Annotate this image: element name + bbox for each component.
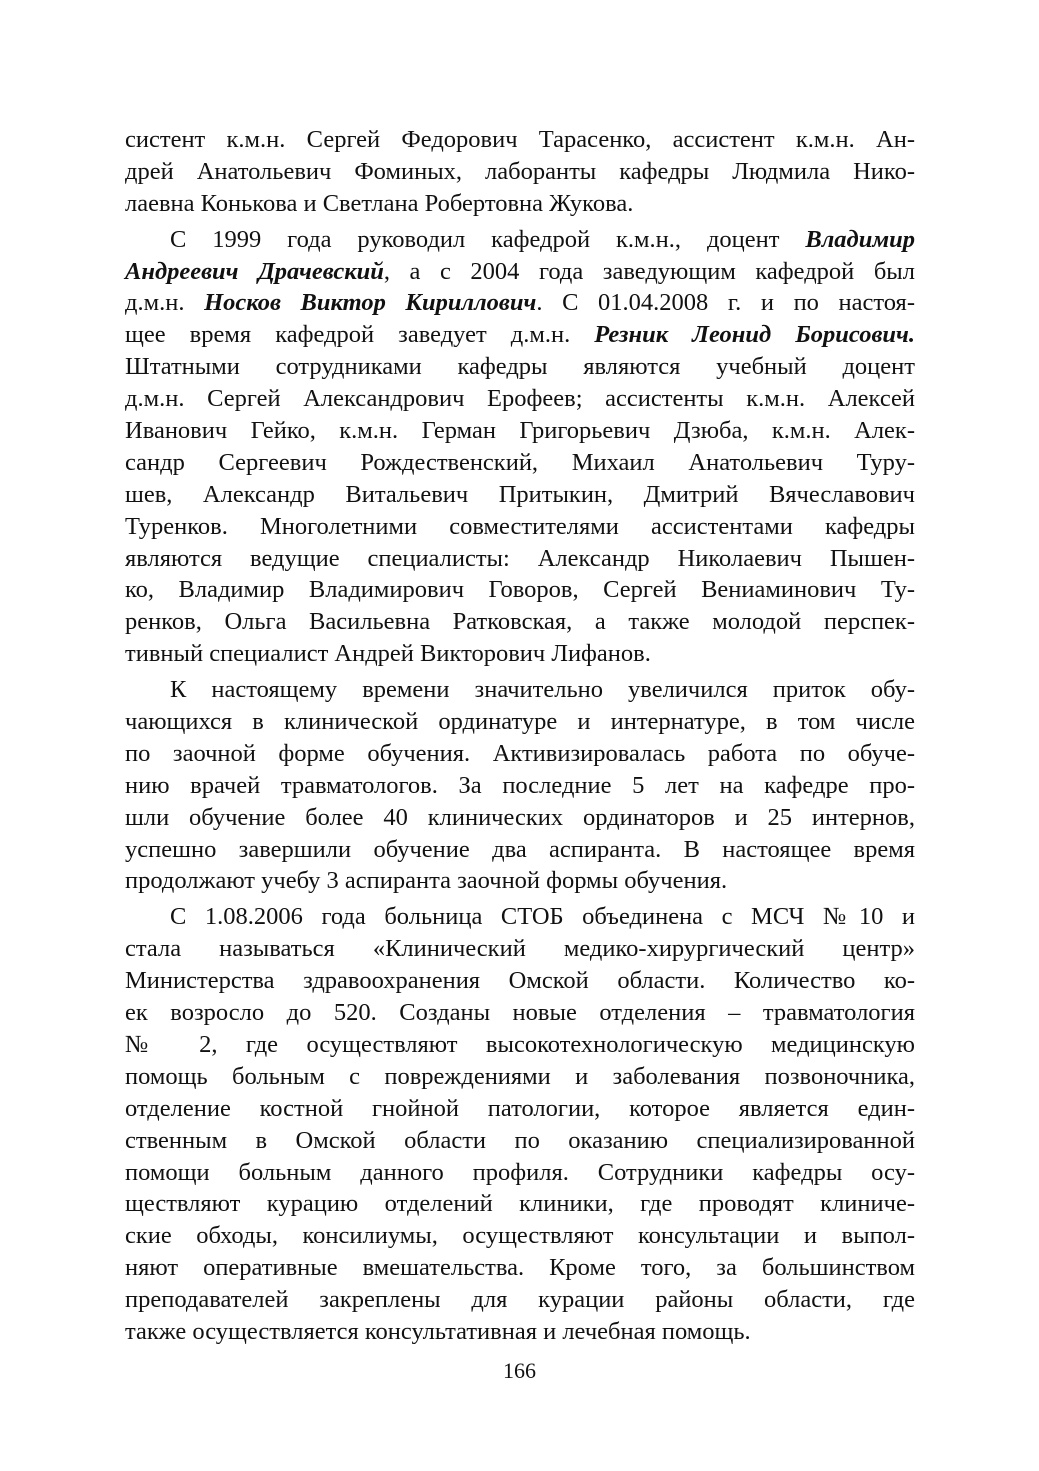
text-line: [125, 706, 915, 738]
text-line: [125, 511, 915, 543]
text-run: Иванович Гейко, к.м.н. Герман Григорьевич Дзюба, к.м.н. Алек-: [125, 417, 915, 445]
text-run: Штатными сотрудниками кафедры являются учебный доцент: [125, 353, 915, 381]
text-line: [125, 188, 915, 220]
text-run: . С 01.04.2008 г. и по настоя-: [536, 289, 915, 317]
paragraph: [125, 124, 915, 220]
page-body: [125, 124, 915, 1352]
text-line: [125, 1125, 915, 1157]
text-line: [125, 156, 915, 188]
text-line: [125, 1061, 915, 1093]
text-line: [125, 124, 915, 156]
text-line: [125, 319, 915, 351]
text-run: систент к.м.н. Сергей Федорович Тарасенко, ассистент к.м.н. Ан-: [125, 126, 915, 153]
text-run: д.м.н. Сергей Александрович Ерофеев; ассистенты к.м.н. Алексей: [125, 385, 915, 413]
text-line: [125, 543, 915, 575]
text-line: [125, 383, 915, 415]
text-run: ко, Владимир Владимирович Говоров, Сергей Вениаминович Ту-: [125, 576, 915, 604]
text-line: [125, 1029, 915, 1061]
text-run: преподавателей закреплены для курации районы области, где: [125, 1286, 915, 1314]
text-run: продолжают учебу 3 аспиранта заочной формы обучения.: [125, 867, 728, 895]
text-run: Министерства здравоохранения Омской области. Количество ко-: [125, 967, 915, 995]
paragraph: [125, 674, 915, 897]
text-run: шев, Александр Витальевич Притыкин, Дмитрий Вячеславович: [125, 480, 915, 508]
text-run: тивный специалист Андрей Викторович Лифанов.: [125, 640, 651, 668]
text-line: [125, 479, 915, 511]
text-line: [125, 415, 915, 447]
text-run: К настоящему времени значительно увеличился приток обу-: [170, 676, 915, 704]
text-line: [125, 1316, 915, 1348]
text-run: стала называться «Клинический медико-хирургический центр»: [125, 935, 915, 963]
text-line: [125, 834, 915, 866]
text-run: сандр Сергеевич Рождественский, Михаил Анатольевич Туру-: [125, 448, 915, 476]
text-run: отделение костной гнойной патологии, которое является един-: [125, 1094, 915, 1122]
text-line: [125, 1284, 915, 1316]
text-run: успешно завершили обучение два аспиранта. В настоящее время: [125, 835, 915, 863]
text-run: ществляют курацию отделений клиники, где проводят клиниче-: [125, 1190, 915, 1218]
text-run: С 1999 года руководил кафедрой к.м.н., доцент: [170, 225, 806, 253]
text-line: [125, 447, 915, 479]
text-line: [125, 965, 915, 997]
emphasized-name: Андреевич Драчевский: [125, 257, 384, 285]
text-line: [125, 802, 915, 834]
text-line: [125, 738, 915, 770]
text-line: [125, 256, 915, 288]
text-run: дрей Анатольевич Фоминых, лаборанты кафедры Людмила Нико-: [125, 157, 915, 185]
text-line: [125, 638, 915, 670]
text-run: ек возросло до 520. Созданы новые отделения – травматология: [125, 999, 915, 1027]
text-run: щее время кафедрой заведует д.м.н.: [125, 321, 595, 349]
text-line: [125, 1157, 915, 1189]
paragraph: [125, 224, 915, 670]
text-run: ственным в Омской области по оказанию специализированной: [125, 1126, 915, 1154]
text-run: по заочной форме обучения. Активизировалась работа по обуче-: [125, 739, 915, 767]
text-run: чающихся в клинической ординатуре и интернатуре, в том числе: [125, 708, 915, 736]
text-line: [125, 674, 915, 706]
emphasized-name: Владимир: [805, 225, 915, 253]
text-line: [125, 933, 915, 965]
text-run: , а с 2004 года заведующим кафедрой был: [383, 257, 915, 285]
text-line: [125, 351, 915, 383]
paragraph: [125, 901, 915, 1347]
text-line: [125, 1252, 915, 1284]
text-line: [125, 1093, 915, 1125]
text-line: [125, 1220, 915, 1252]
text-run: ренков, Ольга Васильевна Ратковская, а также молодой перспек-: [125, 608, 915, 636]
text-run: лаевна Конькова и Светлана Робертовна Жукова.: [125, 189, 634, 217]
text-run: нию врачей травматологов. За последние 5 лет на кафедре про-: [125, 771, 915, 799]
text-line: [125, 901, 915, 933]
text-line: [125, 606, 915, 638]
text-run: № 2, где осуществляют высокотехнологическую медицинскую: [125, 1030, 915, 1058]
text-run: помощь больным с повреждениями и заболевания позвоночника,: [125, 1062, 915, 1090]
text-run: С 1.08.2006 года больница СТОБ объединена с МСЧ №10 и: [170, 903, 915, 931]
text-line: [125, 997, 915, 1029]
text-run: Туренков. Многолетними совместителями ассистентами кафедры: [125, 512, 915, 540]
text-line: [125, 770, 915, 802]
text-line: [125, 574, 915, 606]
text-run: ские обходы, консилиумы, осуществляют консультации и выпол-: [125, 1222, 915, 1250]
text-run: также осуществляется консультативная и лечебная помощь.: [125, 1317, 751, 1345]
text-run: шли обучение более 40 клинических ординаторов и 25 интернов,: [125, 803, 915, 831]
text-line: [125, 224, 915, 256]
text-line: [125, 287, 915, 319]
text-run: д.м.н.: [125, 289, 205, 317]
page-number: 166: [503, 1358, 536, 1383]
text-line: [125, 1188, 915, 1220]
text-run: няют оперативные вмешательства. Кроме того, за большинством: [125, 1254, 915, 1282]
text-line: [125, 865, 915, 897]
text-run: помощи больным данного профиля. Сотрудники кафедры осу-: [125, 1158, 915, 1186]
emphasized-name: Резник Леонид Борисович.: [594, 321, 915, 349]
text-run: являются ведущие специалисты: Александр Николаевич Пышен-: [125, 544, 915, 572]
emphasized-name: Носков Виктор Кириллович: [204, 289, 537, 317]
